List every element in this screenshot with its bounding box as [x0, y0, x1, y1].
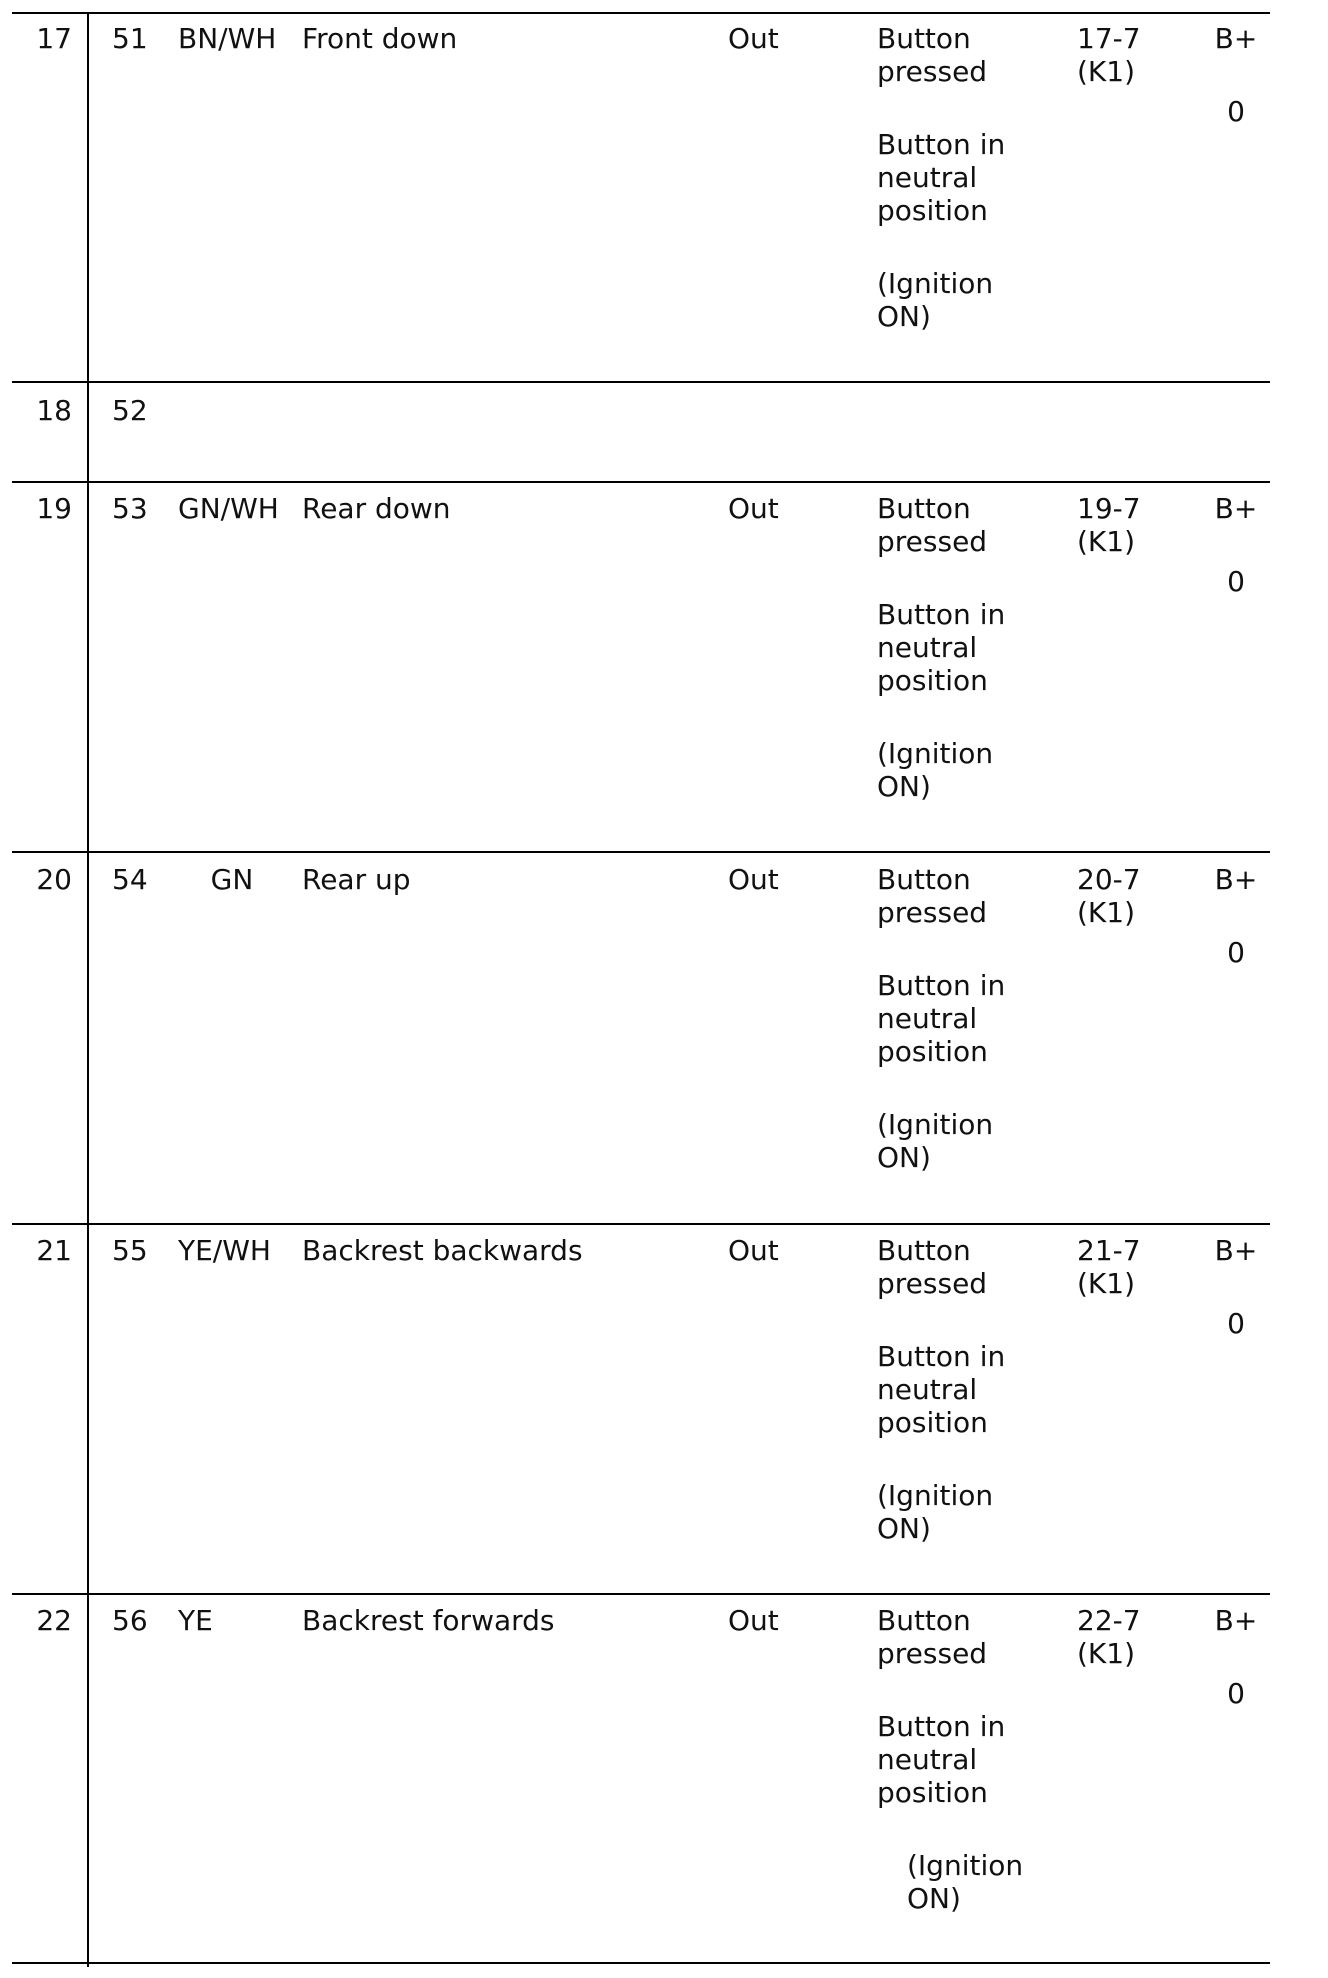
test-conditions: [877, 863, 1047, 1174]
signal-direction: Out: [728, 1234, 779, 1267]
row-divider: [12, 481, 1270, 483]
nominal-values: [1208, 1604, 1264, 1710]
row-number: 19: [36, 492, 72, 525]
row-divider: [12, 1593, 1270, 1595]
row-number: 18: [36, 394, 72, 427]
nominal-value: B+: [1214, 863, 1258, 896]
measuring-points: 17-7 (K1): [1077, 22, 1141, 88]
pin-number: 54: [112, 863, 148, 896]
function-description: Rear down: [302, 492, 451, 525]
test-conditions: [877, 22, 1047, 333]
nominal-value: 0: [1227, 936, 1245, 969]
pin-number: 52: [112, 394, 148, 427]
wire-color: GN: [210, 863, 254, 896]
condition-text: Button in neutral position: [877, 1710, 1006, 1809]
condition-text: (Ignition ON): [877, 1108, 994, 1174]
condition-text: Button in neutral position: [877, 128, 1006, 227]
condition-text: (Ignition ON): [907, 1849, 1024, 1915]
function-description: Backrest backwards: [302, 1234, 583, 1267]
row-divider: [12, 1223, 1270, 1225]
nominal-values: [1208, 863, 1264, 969]
table-top-rule: [12, 12, 1270, 14]
nominal-value: B+: [1214, 492, 1258, 525]
pin-number: 53: [112, 492, 148, 525]
row-number: 22: [36, 1604, 72, 1637]
measuring-points: 19-7 (K1): [1077, 492, 1141, 558]
function-description: Backrest forwards: [302, 1604, 555, 1637]
wire-color: YE: [178, 1604, 213, 1637]
function-description: Rear up: [302, 863, 411, 896]
function-description: Front down: [302, 22, 458, 55]
nominal-values: [1208, 1234, 1264, 1340]
table-bottom-rule: [12, 1962, 1270, 1964]
nominal-value: 0: [1227, 1677, 1245, 1710]
test-conditions: [877, 1604, 1047, 1915]
row-divider: [12, 381, 1270, 383]
nominal-values: [1208, 492, 1264, 598]
row-number: 17: [36, 22, 72, 55]
nominal-value: 0: [1227, 1307, 1245, 1340]
condition-text: Button pressed: [877, 1604, 988, 1670]
condition-text: Button pressed: [877, 22, 988, 88]
nominal-value: B+: [1214, 22, 1258, 55]
signal-direction: Out: [728, 492, 779, 525]
signal-direction: Out: [728, 22, 779, 55]
condition-text: Button pressed: [877, 1234, 988, 1300]
condition-text: Button in neutral position: [877, 598, 1006, 697]
column-divider: [87, 12, 89, 1967]
row-divider: [12, 851, 1270, 853]
condition-text: Button pressed: [877, 492, 988, 558]
pin-number: 56: [112, 1604, 148, 1637]
pin-number: 51: [112, 22, 148, 55]
signal-direction: Out: [728, 863, 779, 896]
measuring-points: 21-7 (K1): [1077, 1234, 1141, 1300]
measuring-points: 20-7 (K1): [1077, 863, 1141, 929]
signal-direction: Out: [728, 1604, 779, 1637]
test-conditions: [877, 1234, 1047, 1545]
condition-text: (Ignition ON): [877, 1479, 994, 1545]
test-conditions: [877, 492, 1047, 803]
nominal-value: B+: [1214, 1234, 1258, 1267]
condition-text: Button in neutral position: [877, 1340, 1006, 1439]
row-number: 20: [36, 863, 72, 896]
nominal-value: B+: [1214, 1604, 1258, 1637]
nominal-values: [1208, 22, 1264, 128]
pin-number: 55: [112, 1234, 148, 1267]
condition-text: (Ignition ON): [877, 267, 994, 333]
wire-color: GN/WH: [178, 492, 279, 525]
row-number: 21: [36, 1234, 72, 1267]
condition-text: Button pressed: [877, 863, 988, 929]
wire-color: BN/WH: [178, 22, 277, 55]
condition-text: (Ignition ON): [877, 737, 994, 803]
measuring-points: 22-7 (K1): [1077, 1604, 1141, 1670]
condition-text: Button in neutral position: [877, 969, 1006, 1068]
wire-color: YE/WH: [178, 1234, 271, 1267]
nominal-value: 0: [1227, 95, 1245, 128]
nominal-value: 0: [1227, 565, 1245, 598]
